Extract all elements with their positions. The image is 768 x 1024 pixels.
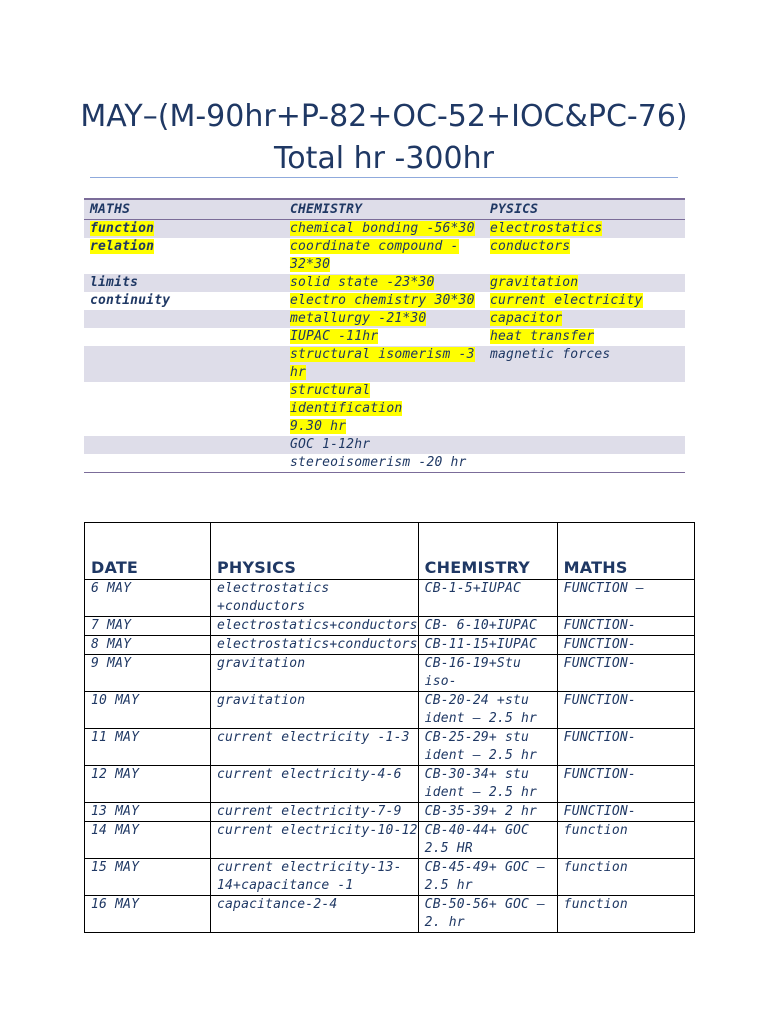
physics-topic: magnetic forces (490, 347, 611, 362)
chemistry-topic: chemical bonding -56*30 (290, 221, 475, 236)
date-cell: 15 MAY (85, 859, 211, 896)
maths-cell: function (557, 859, 694, 896)
chemistry-cell: CB-30-34+ stu ident – 2.5 hr (418, 766, 557, 803)
subject-row (84, 274, 685, 292)
chemistry-topic-cell (284, 238, 484, 274)
subjects-table (84, 198, 685, 473)
physics-cell: current electricity-4-6 (211, 766, 419, 803)
header-physics: PHYSICS (211, 523, 419, 580)
chemistry-topic: stereoisomerism -20 hr (290, 455, 467, 470)
chemistry-topic-cell (284, 220, 484, 238)
chemistry-cell: CB-20-24 +stu ident – 2.5 hr (418, 692, 557, 729)
chemistry-topic-cell (284, 310, 484, 328)
plan-row (85, 822, 695, 859)
document-subtitle: Total hr -300hr (274, 141, 494, 176)
chemistry-topic-cell (284, 454, 484, 472)
chemistry-topic: 32*30 (290, 257, 331, 272)
maths-topic-cell (84, 310, 284, 328)
chemistry-topic: solid state -23*30 (290, 275, 435, 290)
table-bottom-border (84, 472, 685, 473)
date-cell: 9 MAY (85, 655, 211, 692)
physics-cell: gravitation (211, 655, 419, 692)
physics-topic-cell (484, 310, 685, 328)
maths-cell: FUNCTION- (557, 636, 694, 655)
physics-topic-cell (484, 382, 685, 436)
header-maths: MATHS (90, 202, 131, 217)
plan-row (85, 896, 695, 933)
maths-cell: FUNCTION- (557, 766, 694, 803)
physics-topic: gravitation (490, 275, 579, 290)
plan-body (85, 580, 695, 933)
subject-row (84, 382, 685, 436)
plan-row (85, 729, 695, 766)
physics-cell: current electricity-10-12 (211, 822, 419, 859)
chemistry-topic-cell (284, 292, 484, 310)
chemistry-cell: CB-35-39+ 2 hr (418, 803, 557, 822)
chemistry-topic-cell (284, 382, 484, 436)
document-title: MAY–(M-90hr+P-82+OC-52+IOC&PC-76) (80, 99, 688, 134)
plan-row (85, 859, 695, 896)
plan-row (85, 617, 695, 636)
chemistry-cell: CB-16-19+Stu iso- (418, 655, 557, 692)
maths-cell: FUNCTION – (557, 580, 694, 617)
date-cell: 13 MAY (85, 803, 211, 822)
subject-row (84, 310, 685, 328)
maths-topic: continuity (90, 293, 171, 308)
subject-row (84, 454, 685, 472)
chemistry-topic: hr (290, 365, 307, 380)
chemistry-topic-cell (284, 436, 484, 454)
physics-topic: heat transfer (490, 329, 595, 344)
maths-cell: function (557, 896, 694, 933)
plan-row (85, 803, 695, 822)
chemistry-cell: CB-25-29+ stu ident – 2.5 hr (418, 729, 557, 766)
header-chemistry: CHEMISTRY (290, 202, 363, 217)
maths-cell: FUNCTION- (557, 655, 694, 692)
physics-topic-cell (484, 238, 685, 274)
subject-row (84, 436, 685, 454)
maths-topic-cell (84, 292, 284, 310)
maths-cell: FUNCTION- (557, 617, 694, 636)
physics-cell: electrostatics +conductors (211, 580, 419, 617)
plan-row (85, 580, 695, 617)
physics-cell: current electricity-7-9 (211, 803, 419, 822)
maths-cell: FUNCTION- (557, 729, 694, 766)
maths-topic-cell (84, 436, 284, 454)
header-physics: PYSICS (490, 202, 539, 217)
chemistry-cell: CB-1-5+IUPAC (418, 580, 557, 617)
header-date: DATE (85, 523, 211, 580)
header-maths: MATHS (557, 523, 694, 580)
maths-topic-cell (84, 454, 284, 472)
physics-topic: current electricity (490, 293, 643, 308)
physics-cell: electrostatics+conductors (211, 617, 419, 636)
maths-topic-cell (84, 274, 284, 292)
chemistry-topic: structural isomerism -3 (290, 347, 475, 362)
plan-header-row (85, 523, 695, 580)
maths-topic: relation (90, 239, 155, 254)
chemistry-cell: CB-40-44+ GOC 2.5 HR (418, 822, 557, 859)
chemistry-cell: CB- 6-10+IUPAC (418, 617, 557, 636)
plan-row (85, 766, 695, 803)
chemistry-topic: metallurgy -21*30 (290, 311, 427, 326)
physics-topic: conductors (490, 239, 571, 254)
physics-topic: capacitor (490, 311, 563, 326)
physics-topic-cell (484, 274, 685, 292)
physics-topic-cell (484, 328, 685, 346)
chemistry-topic: 9.30 hr (290, 419, 347, 434)
physics-topic-cell (484, 292, 685, 310)
plan-row (85, 655, 695, 692)
subjects-header-row (84, 200, 685, 219)
subject-row (84, 292, 685, 310)
chemistry-cell: CB-11-15+IUPAC (418, 636, 557, 655)
date-cell: 10 MAY (85, 692, 211, 729)
chemistry-topic-cell (284, 346, 484, 382)
physics-cell: gravitation (211, 692, 419, 729)
maths-cell: FUNCTION- (557, 692, 694, 729)
physics-cell: current electricity -1-3 (211, 729, 419, 766)
physics-topic: electrostatics (490, 221, 603, 236)
chemistry-topic: GOC 1-12hr (290, 437, 371, 452)
physics-topic-cell (484, 220, 685, 238)
chemistry-topic: electro chemistry 30*30 (290, 293, 475, 308)
plan-row (85, 636, 695, 655)
subject-row (84, 346, 685, 382)
maths-topic: limits (90, 275, 139, 290)
chemistry-cell: CB-50-56+ GOC – 2. hr (418, 896, 557, 933)
subject-row (84, 238, 685, 274)
subject-row (84, 328, 685, 346)
chemistry-topic-cell (284, 274, 484, 292)
daily-plan-table (84, 522, 695, 933)
physics-cell: capacitance-2-4 (211, 896, 419, 933)
chemistry-topic-cell (284, 328, 484, 346)
maths-topic-cell (84, 238, 284, 274)
chemistry-topic: IUPAC -11hr (290, 329, 379, 344)
physics-topic-cell (484, 346, 685, 382)
date-cell: 6 MAY (85, 580, 211, 617)
chemistry-topic: structural identification (290, 383, 403, 416)
maths-cell: FUNCTION- (557, 803, 694, 822)
maths-topic: function (90, 221, 155, 236)
date-cell: 16 MAY (85, 896, 211, 933)
maths-topic-cell (84, 382, 284, 436)
date-cell: 8 MAY (85, 636, 211, 655)
physics-topic-cell (484, 436, 685, 454)
date-cell: 12 MAY (85, 766, 211, 803)
date-cell: 7 MAY (85, 617, 211, 636)
subject-row (84, 220, 685, 238)
maths-topic-cell (84, 346, 284, 382)
date-cell: 14 MAY (85, 822, 211, 859)
chemistry-topic: coordinate compound - (290, 239, 459, 254)
header-chemistry: CHEMISTRY (418, 523, 557, 580)
title-divider (90, 177, 678, 178)
physics-cell: electrostatics+conductors (211, 636, 419, 655)
maths-topic-cell (84, 328, 284, 346)
date-cell: 11 MAY (85, 729, 211, 766)
plan-row (85, 692, 695, 729)
maths-cell: function (557, 822, 694, 859)
maths-topic-cell (84, 220, 284, 238)
subjects-body (84, 220, 685, 472)
physics-cell: current electricity-13- 14+capacitance -1 (211, 859, 419, 896)
chemistry-cell: CB-45-49+ GOC – 2.5 hr (418, 859, 557, 896)
physics-topic-cell (484, 454, 685, 472)
